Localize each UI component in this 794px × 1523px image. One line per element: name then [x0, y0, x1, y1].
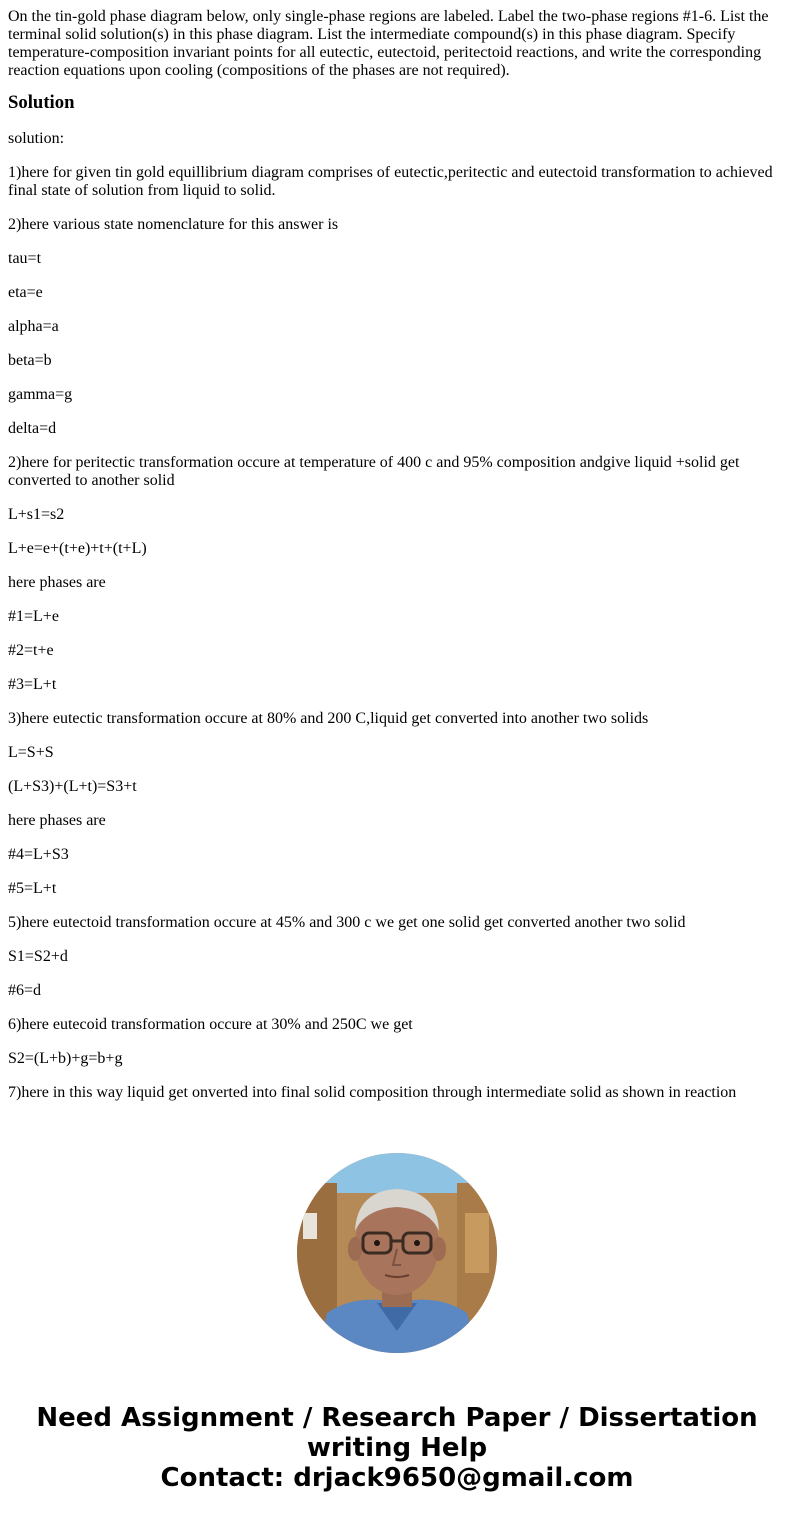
- solution-paragraph: #1=L+e: [8, 608, 59, 625]
- contact-email-line: Contact: drjack9650@gmail.com: [160, 1463, 634, 1493]
- solution-paragraph: L=S+S: [8, 744, 54, 761]
- solution-paragraph: delta=d: [8, 420, 57, 437]
- solution-paragraph: here phases are: [8, 812, 106, 829]
- solution-paragraph: 6)here eutecoid transformation occure at 30% and 250C we get: [8, 1016, 413, 1033]
- question-text: On the tin-gold phase diagram below, only single-phase regions are labeled. Label the two-phase regions #1-6. List the terminal solid solution(s) in this phase diagram. List the intermediate compound(s) in this phase diagram. Specify temperature-composition invariant points for all eutectic, eutectoid, peritectoid reactions, and write the corresponding reaction equations upon cooling (compositions of the phases are not required).: [8, 8, 769, 79]
- solution-paragraph: gamma=g: [8, 386, 73, 403]
- solution-paragraph: tau=t: [8, 250, 42, 267]
- author-avatar: [297, 1153, 497, 1353]
- contact-banner: [0, 1403, 794, 1493]
- solution-heading: Solution: [8, 92, 75, 113]
- solution-paragraph: #3=L+t: [8, 676, 57, 693]
- solution-paragraph: 2)here various state nomenclature for this answer is: [8, 216, 339, 233]
- solution-paragraph: 7)here in this way liquid get onverted into final solid composition through intermediate solid as shown in reaction: [8, 1084, 737, 1101]
- solution-paragraph: 3)here eutectic transformation occure at 80% and 200 C,liquid get converted into another two solids: [8, 710, 649, 727]
- author-portrait-image: [297, 1153, 497, 1353]
- solution-paragraph: #6=d: [8, 982, 42, 999]
- solution-paragraph: here phases are: [8, 574, 106, 591]
- document-body: [8, 8, 784, 1118]
- solution-paragraph: #4=L+S3: [8, 846, 69, 863]
- solution-paragraph: (L+S3)+(L+t)=S3+t: [8, 778, 137, 795]
- solution-paragraph: L+s1=s2: [8, 506, 65, 523]
- solution-paragraph: L+e=e+(t+e)+t+(t+L): [8, 540, 147, 557]
- solution-paragraph: alpha=a: [8, 318, 59, 335]
- solution-paragraph: #2=t+e: [8, 642, 54, 659]
- solution-paragraph: #5=L+t: [8, 880, 57, 897]
- contact-banner-line: Need Assignment / Research Paper / Dissertation: [36, 1403, 758, 1433]
- solution-paragraph: beta=b: [8, 352, 52, 369]
- solution-paragraph: S1=S2+d: [8, 948, 68, 965]
- solution-paragraph: 1)here for given tin gold equillibrium diagram comprises of eutectic,peritectic and eutectoid transformation to achieved final state of solution from liquid to solid.: [8, 164, 773, 199]
- solution-paragraph: solution:: [8, 130, 65, 147]
- solution-paragraph: 2)here for peritectic transformation occure at temperature of 400 c and 95% composition andgive liquid +solid get converted to another solid: [8, 454, 740, 489]
- solution-paragraph: eta=e: [8, 284, 43, 301]
- solution-paragraph: 5)here eutectoid transformation occure at 45% and 300 c we get one solid get converted another two solid: [8, 914, 686, 931]
- solution-paragraph: S2=(L+b)+g=b+g: [8, 1050, 123, 1067]
- contact-banner-line: writing Help: [306, 1433, 488, 1463]
- solution-paragraphs: [8, 130, 784, 1102]
